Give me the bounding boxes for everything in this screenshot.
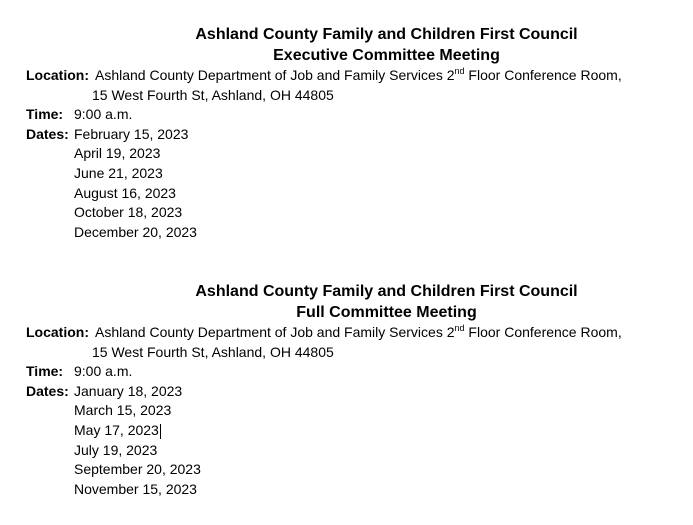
full-meeting-subtitle: Full Committee Meeting <box>296 304 477 321</box>
executive-date-item: October 18, 2023 <box>74 204 183 221</box>
executive-location-row-2 <box>0 86 693 106</box>
executive-time-value: 9:00 a.m. <box>74 106 133 123</box>
full-location-superscript: nd <box>454 323 465 333</box>
executive-meeting-subtitle: Executive Committee Meeting <box>273 47 500 64</box>
full-date-item: May 17, 2023 <box>74 421 159 438</box>
full-council-title: Ashland County Family and Children First Council <box>195 283 578 300</box>
full-location-row-2 <box>0 343 693 363</box>
full-committee-section <box>0 281 693 499</box>
executive-location-row <box>0 66 693 86</box>
executive-date-item: August 16, 2023 <box>74 184 176 201</box>
executive-time-row <box>0 105 693 125</box>
executive-location-text-pre: Ashland County Department of Job and Family Services 2 <box>95 67 455 83</box>
full-dates-label: Dates: <box>26 382 69 399</box>
executive-dates-label: Dates: <box>26 125 69 142</box>
full-location-label: Location: <box>26 324 89 340</box>
executive-date-item: April 19, 2023 <box>74 145 161 162</box>
full-date-item-with-cursor[interactable] <box>74 421 161 441</box>
executive-date-item: February 15, 2023 <box>74 125 189 142</box>
executive-location-label: Location: <box>26 67 89 83</box>
executive-location-superscript: nd <box>454 66 465 76</box>
executive-location-line1 <box>95 66 622 86</box>
full-location-text-pre: Ashland County Department of Job and Family Services 2 <box>95 324 455 340</box>
full-time-row <box>0 362 693 382</box>
executive-committee-section <box>0 24 693 242</box>
full-date-item: November 15, 2023 <box>74 480 197 497</box>
text-cursor <box>160 424 161 439</box>
full-dates-row <box>0 382 693 402</box>
full-location-row <box>0 323 693 343</box>
full-date-item: September 20, 2023 <box>74 461 201 478</box>
full-date-item: July 19, 2023 <box>74 441 158 458</box>
executive-location-text-post: Floor Conference Room, <box>464 67 622 83</box>
executive-time-label: Time: <box>26 106 64 123</box>
full-date-item: January 18, 2023 <box>74 382 183 399</box>
executive-council-title: Ashland County Family and Children First Council <box>195 26 578 43</box>
executive-date-item: June 21, 2023 <box>74 164 163 181</box>
full-location-text-post: Floor Conference Room, <box>464 324 622 340</box>
executive-dates-row <box>0 125 693 145</box>
full-time-value: 9:00 a.m. <box>74 363 133 380</box>
full-location-line1 <box>95 323 622 343</box>
full-location-line2: 15 West Fourth St, Ashland, OH 44805 <box>92 343 334 360</box>
executive-date-item: December 20, 2023 <box>74 223 197 240</box>
executive-location-line2: 15 West Fourth St, Ashland, OH 44805 <box>92 86 334 103</box>
full-date-item: March 15, 2023 <box>74 402 172 419</box>
full-time-label: Time: <box>26 363 64 380</box>
